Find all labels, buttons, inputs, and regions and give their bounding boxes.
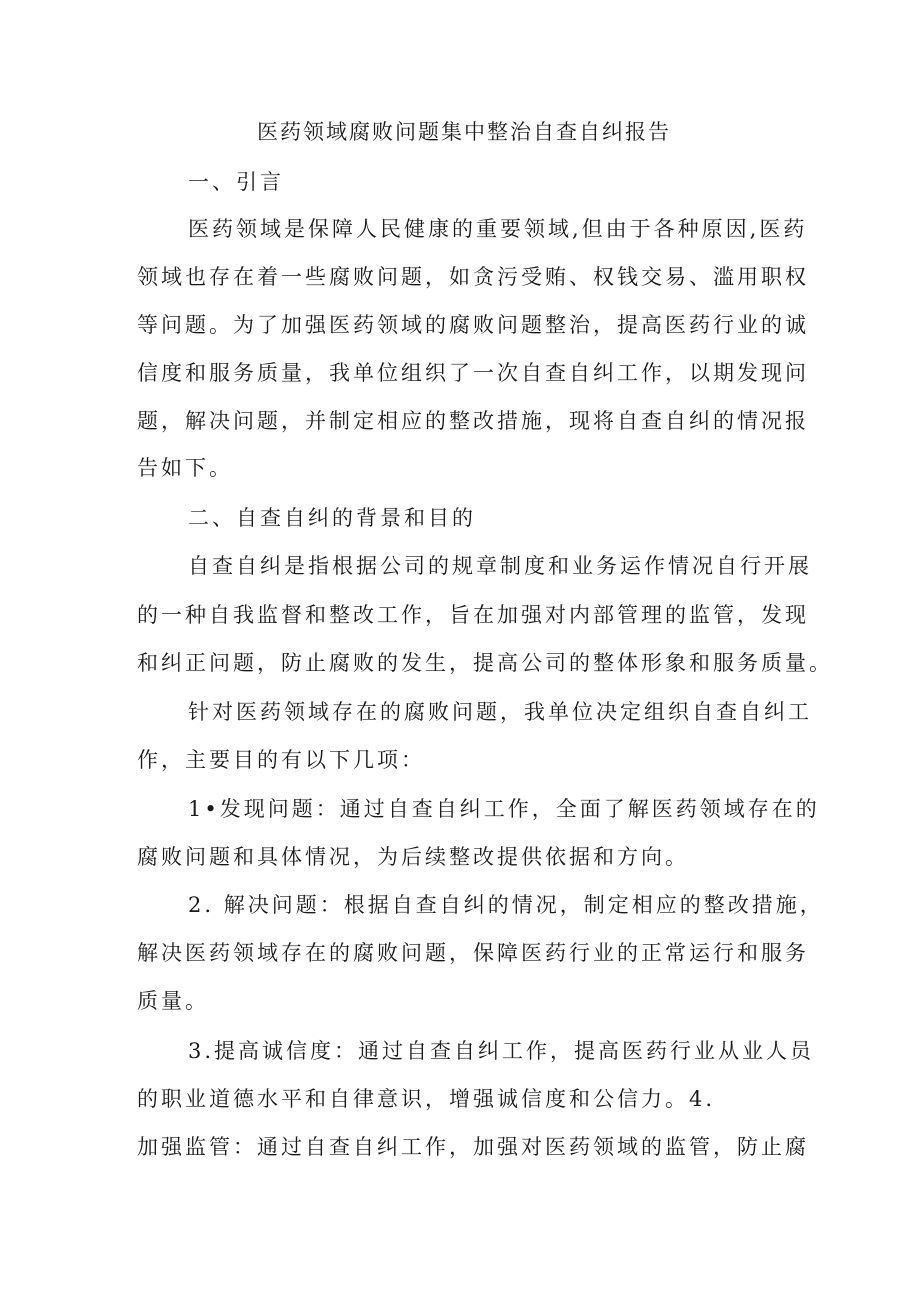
paragraph-line: 医药领域是保障人民健康的重要领域,但由于各种原因,医药	[188, 217, 808, 241]
paragraph-line: 题，解决问题，并制定相应的整改措施，现将自查自纠的情况报	[137, 409, 809, 433]
paragraph-line: 自查自纠是指根据公司的规章制度和业务运作情况自行开展	[188, 554, 812, 578]
paragraph-line: 作，主要目的有以下几项：	[137, 748, 425, 772]
paragraph-line: 等问题。为了加强医药领域的腐败问题整治，提高医药行业的诚	[137, 313, 809, 337]
paragraph-line: 领域也存在着一些腐败问题，如贪污受贿、权钱交易、滥用职权	[137, 265, 809, 289]
list-item-line: 解决医药领域存在的腐败问题，保障医药行业的正常运行和服务	[137, 941, 809, 965]
list-item-line: 质量。	[137, 989, 209, 1013]
list-item-line: 腐败问题和具体情况，为后续整改提供依据和方向。	[137, 845, 689, 869]
paragraph-line: 告如下。	[137, 456, 233, 480]
list-item-line: 1•发现问题：通过自查自纠工作，全面了解医药领域存在的	[188, 797, 820, 821]
paragraph-line: 的一种自我监督和整改工作，旨在加强对内部管理的监管，发现	[137, 603, 809, 627]
section-heading: 二、自查自纠的背景和目的	[188, 506, 476, 530]
paragraph-line: 信度和服务质量，我单位组织了一次自查自纠工作，以期发现问	[137, 361, 809, 385]
paragraph-line: 针对医药领域存在的腐败问题，我单位决定组织自查自纠工	[188, 700, 812, 724]
list-item-line: 的职业道德水平和自律意识，增强诚信度和公信力。4.	[137, 1087, 716, 1111]
list-item-line: 3.提高诚信度：通过自查自纠工作，提高医药行业从业人员	[188, 1039, 815, 1063]
document-title: 医药领域腐败问题集中整治自查自纠报告	[257, 120, 671, 144]
section-heading: 一、引言	[188, 170, 284, 194]
list-item-line: 加强监管：通过自查自纠工作，加强对医药领域的监管，防止腐	[137, 1135, 809, 1159]
paragraph-line: 和纠正问题，防止腐败的发生，提高公司的整体形象和服务质量。	[137, 651, 833, 675]
list-item-line: 2. 解决问题：根据自查自纠的情况，制定相应的整改措施，	[188, 893, 824, 917]
